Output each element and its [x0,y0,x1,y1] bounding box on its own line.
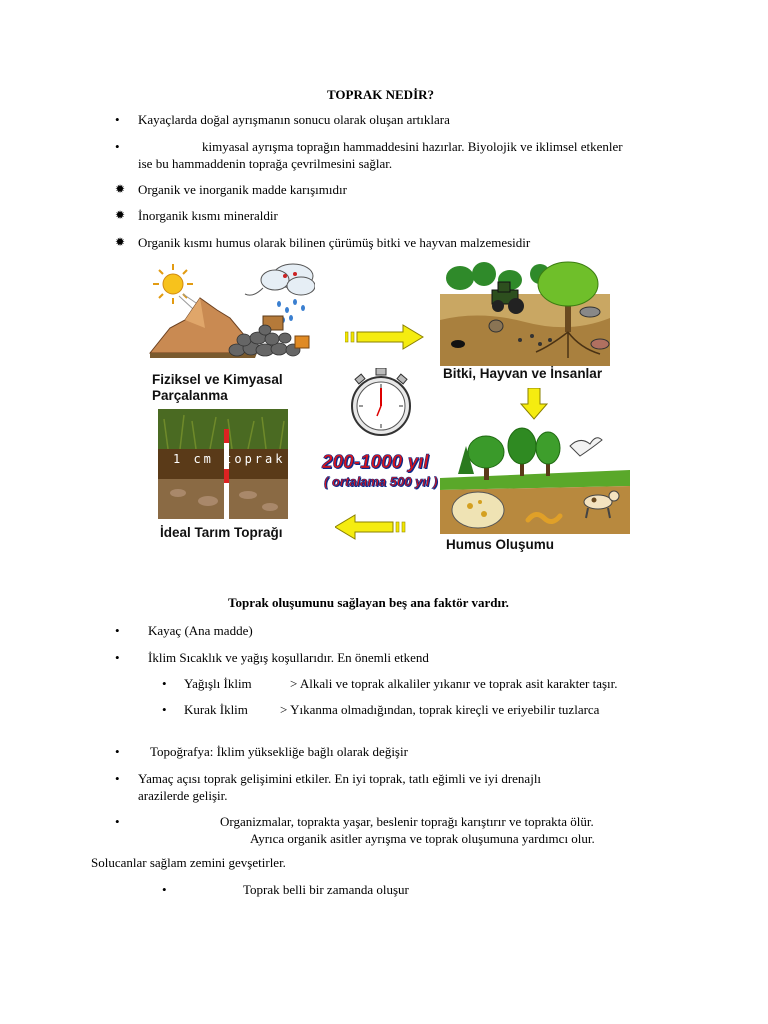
sub-arid-climate-label: Kurak İklim [184,702,248,717]
label-weathering: Fiziksel ve Kimyasal [152,372,283,387]
soil-formation-diagram [140,258,620,558]
sub-arid-climate-text: > Yıkanma olmadığından, toprak kireçli ve eriyebilir tuzlarca [280,702,600,717]
bullet-marker: • [162,882,167,897]
factor-topography: Topoğrafya: İklim yüksekliğe bağlı olarak değişir [150,744,408,759]
factor-slope-line-1: Yamaç açısı toprak gelişimini etkiler. En iyi toprak, tatlı eğimli ve iyi drenajlı [138,771,542,786]
sun-icon [153,264,193,304]
intro-line-1: Kayaçlarda doğal ayrışmanın sonucu olarak oluşan artıklara [138,112,450,127]
star-bullet-icon: ✹ [115,208,126,222]
page-title: TOPRAK NEDİR? [327,87,435,102]
sub-humid-climate-label: Yağışlı İklim [184,676,252,691]
soil-caption: 1 cm toprak [173,452,286,466]
star-bullet-icon: ✹ [115,235,126,249]
bird-icon [570,438,602,456]
bullet-marker: • [115,814,120,829]
arrow-down-icon [520,388,548,420]
bullet-marker: • [162,702,167,717]
label-living: Bitki, Hayvan ve İnsanlar [443,366,603,381]
factor-slope-line-2: arazilerde gelişir. [138,788,228,803]
stopwatch-icon [348,368,414,438]
label-humus: Humus Oluşumu [446,537,555,552]
rain-cloud-icon [245,264,315,323]
living-organisms-illustration [440,260,610,366]
arrow-left-icon [335,514,407,540]
bullet-marker: • [115,744,120,759]
intro-line-2: kimyasal ayrışma toprağın hammaddesini hazırlar. Biyolojik ve iklimsel etkenler [202,139,623,154]
intro-line-3: ise bu hammaddenin toprağa çevrilmesini sağlar. [138,156,393,171]
humus-illustration [440,426,630,534]
star-line-2: İnorganik kısmı mineraldir [138,208,278,223]
earthworms-note: Solucanlar sağlam zemini gevşetirler. [91,855,286,870]
factors-heading: Toprak oluşumunu sağlayan beş ana faktör vardır. [228,595,509,610]
star-line-3: Organik kısmı humus olarak bilinen çürümüş bitki ve hayvan malzemesidir [138,235,531,250]
factor-organisms-line-1: Organizmalar, toprakta yaşar, beslenir toprağı karıştırır ve toprakta ölür. [220,814,594,829]
bullet-marker: • [162,676,167,691]
star-line-1: Organik ve inorganik madde karışımıdır [138,182,347,197]
bullet-marker: • [115,139,120,154]
label-weathering-2: Parçalanma [152,388,228,403]
years-average: ( ortalama 500 yıl ) [324,474,438,489]
factor-organisms-line-2: Ayrıca organik asitler ayrışma ve toprak oluşumuna yardımcı olur. [250,831,595,846]
weathering-illustration [145,258,315,366]
years-range: 200-1000 yıl [322,452,429,473]
bullet-marker: • [115,112,120,127]
bullet-marker: • [115,771,120,786]
bullet-marker: • [115,623,120,638]
sub-humid-climate-text: > Alkali ve toprak alkaliler yıkanır ve toprak asit karakter taşır. [290,676,618,691]
label-ideal: İdeal Tarım Toprağı [160,525,283,540]
factor-climate: İklim Sıcaklık ve yağış koşullarıdır. En önemli etkend [148,650,429,665]
factor-parent-rock: Kayaç (Ana madde) [148,623,253,638]
arrow-right-icon [345,324,425,350]
star-bullet-icon: ✹ [115,182,126,196]
factor-time: Toprak belli bir zamanda oluşur [243,882,409,897]
bullet-marker: • [115,650,120,665]
